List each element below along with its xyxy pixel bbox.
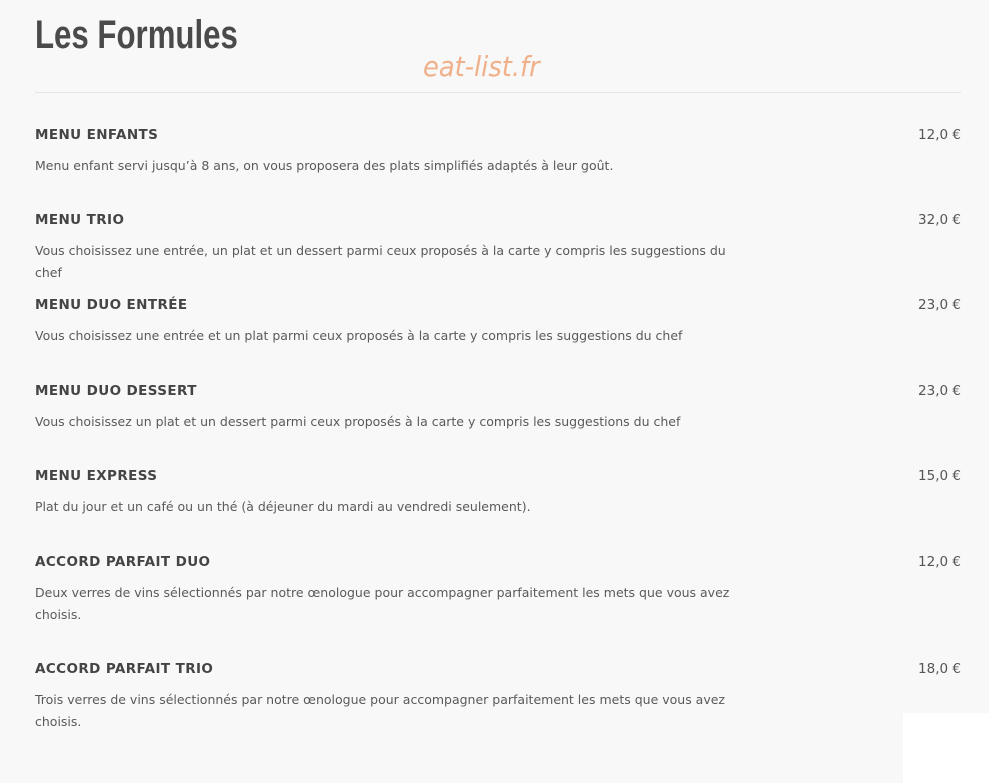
menu-item-name: MENU EXPRESS xyxy=(35,468,158,484)
menu-item-description: Vous choisissez une entrée, un plat et un dessert parmi ceux proposés à la carte y compris les suggestions du chef xyxy=(35,243,726,280)
menu-item-name: MENU DUO DESSERT xyxy=(35,383,197,399)
menu-item-description: Vous choisissez une entrée et un plat parmi ceux proposés à la carte y compris les suggestions du chef xyxy=(35,328,683,343)
menu-item-description: Vous choisissez un plat et un dessert parmi ceux proposés à la carte y compris les suggestions du chef xyxy=(35,414,681,429)
menu-item-description: Menu enfant servi jusqu’à 8 ans, on vous proposera des plats simplifiés adaptés à leur goût. xyxy=(35,158,614,173)
menu-item-description: Trois verres de vins sélectionnés par notre œnologue pour accompagner parfaitement les mets que vous avez choisis. xyxy=(35,692,725,729)
menu-item-description: Deux verres de vins sélectionnés par notre œnologue pour accompagner parfaitement les mets que vous avez choisis. xyxy=(35,585,730,622)
menu-item-price: 12,0 € xyxy=(918,554,961,570)
page-title: Les Formules xyxy=(35,13,238,57)
menu-item-name: ACCORD PARFAIT DUO xyxy=(35,554,211,570)
corner-blank-area xyxy=(903,713,989,783)
menu-item-price: 15,0 € xyxy=(918,468,961,484)
menu-item-price: 12,0 € xyxy=(918,127,961,143)
menu-item-price: 23,0 € xyxy=(918,297,961,313)
menu-item-name: MENU TRIO xyxy=(35,212,125,228)
menu-item-description: Plat du jour et un café ou un thé (à déjeuner du mardi au vendredi seulement). xyxy=(35,499,531,514)
menu-item-name: MENU DUO ENTRÉE xyxy=(35,297,188,313)
menu-item-price: 18,0 € xyxy=(918,661,961,677)
menu-item-name: ACCORD PARFAIT TRIO xyxy=(35,661,214,677)
menu-item-price: 23,0 € xyxy=(918,383,961,399)
watermark-text: eat-list.fr xyxy=(423,50,540,83)
menu-item-name: MENU ENFANTS xyxy=(35,127,159,143)
menu-item-price: 32,0 € xyxy=(918,212,961,228)
